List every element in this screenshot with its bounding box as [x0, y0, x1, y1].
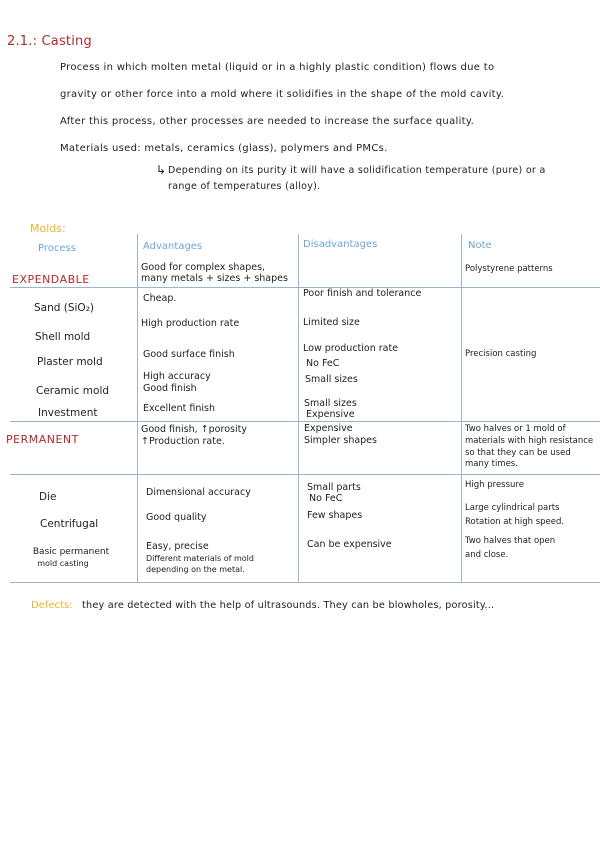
note-centrifugal-2: Rotation at high speed.	[465, 517, 565, 527]
column-header-process: Process	[38, 243, 76, 254]
defects-label: Defects:	[31, 600, 73, 611]
advantage-investment: Excellent finish	[143, 403, 216, 414]
disadvantage-sand: Poor finish and tolerance	[303, 288, 422, 299]
row-divider	[10, 474, 600, 475]
disadvantage-shell-mold: Limited size	[303, 317, 360, 328]
disadvantage-plaster-mold: Low production rate	[303, 343, 399, 354]
advantage-plaster-mold: Good surface finish	[143, 349, 235, 360]
row-divider	[10, 421, 600, 422]
advantage-ceramic-mold-2: Good finish	[143, 383, 197, 394]
column-header-note: Note	[468, 240, 492, 251]
intro-line-1: Process in which molten metal (liquid or in a highly plastic condition) flows due to	[60, 62, 495, 73]
disadvantage-investment: Small sizes	[304, 398, 357, 409]
note-plaster-mold: Precision casting	[465, 349, 537, 359]
permanent-disadvantage-line-1: Expensive	[304, 423, 353, 434]
advantage-sand: Cheap.	[143, 293, 177, 304]
disadvantage-investment-2: Expensive	[306, 409, 355, 420]
expendable-advantage-line-2: many metals + sizes + shapes	[141, 273, 288, 284]
process-die: Die	[39, 491, 57, 503]
process-basic-permanent: Basic permanent	[32, 547, 110, 557]
molds-heading: Molds:	[30, 222, 66, 235]
intro-line-3: After this process, other processes are needed to increase the surface quality.	[60, 116, 475, 127]
disadvantage-ceramic-mold: Small sizes	[305, 374, 358, 385]
note-basic-permanent-2: and close.	[465, 550, 509, 560]
permanent-note-line-4: many times.	[465, 459, 518, 469]
defects-text: they are detected with the help of ultrasounds. They can be blowholes, porosity...	[82, 600, 495, 611]
note-die: High pressure	[465, 480, 524, 490]
advantage-basic-permanent-2: Different materials of mold	[146, 554, 254, 563]
process-ceramic-mold: Ceramic mold	[36, 385, 110, 397]
permanent-disadvantage-line-2: Simpler shapes	[304, 435, 377, 446]
disadvantage-centrifugal: Few shapes	[307, 510, 363, 521]
process-investment: Investment	[38, 407, 98, 419]
section-title: 2.1.: Casting	[7, 34, 92, 49]
permanent-note-line-3: so that they can be used	[465, 448, 571, 458]
note-line-2: range of temperatures (alloy).	[168, 181, 321, 192]
permanent-advantage-line-1: Good finish, ↑porosity	[141, 424, 247, 435]
note-basic-permanent: Two halves that open	[465, 536, 556, 546]
intro-line-4: Materials used: metals, ceramics (glass), polymers and PMCs.	[60, 143, 388, 154]
advantage-die: Dimensional accuracy	[146, 487, 251, 498]
expendable-note: Polystyrene patterns	[465, 264, 553, 274]
disadvantage-basic-permanent: Can be expensive	[307, 539, 392, 550]
column-header-advantages: Advantages	[143, 241, 203, 252]
disadvantage-plaster-mold-2: No FeC	[306, 358, 340, 369]
process-basic-permanent-2: mold casting	[37, 559, 89, 568]
permanent-note-line-1: Two halves or 1 mold of	[465, 424, 566, 434]
column-header-disadvantages: Disadvantages	[303, 239, 378, 250]
process-plaster-mold: Plaster mold	[37, 356, 103, 368]
advantage-basic-permanent-3: depending on the metal.	[146, 565, 245, 574]
intro-line-2: gravity or other force into a mold where it solidifies in the shape of the mold cavity.	[60, 89, 505, 100]
process-sand: Sand (SiO₂)	[34, 302, 95, 314]
permanent-advantage-line-2: ↑Production rate.	[141, 436, 225, 447]
permanent-label: PERMANENT	[6, 433, 79, 446]
expendable-advantage-line-1: Good for complex shapes,	[141, 262, 266, 273]
process-shell-mold: Shell mold	[35, 331, 91, 343]
advantage-shell-mold: High production rate	[141, 318, 240, 329]
advantage-ceramic-mold: High accuracy	[143, 371, 211, 382]
process-centrifugal: Centrifugal	[40, 518, 99, 530]
disadvantage-die-2: No FeC	[309, 493, 343, 504]
advantage-basic-permanent: Easy, precise	[146, 541, 209, 552]
expendable-label: EXPENDABLE	[12, 273, 90, 286]
advantage-centrifugal: Good quality	[146, 512, 207, 523]
note-line-1: Depending on its purity it will have a solidification temperature (pure) or a	[168, 165, 546, 176]
arrow-icon: ↳	[156, 163, 167, 177]
note-centrifugal: Large cylindrical parts	[465, 503, 560, 513]
row-divider	[10, 582, 600, 583]
permanent-note-line-2: materials with high resistance	[465, 436, 594, 446]
disadvantage-die: Small parts	[307, 482, 361, 493]
